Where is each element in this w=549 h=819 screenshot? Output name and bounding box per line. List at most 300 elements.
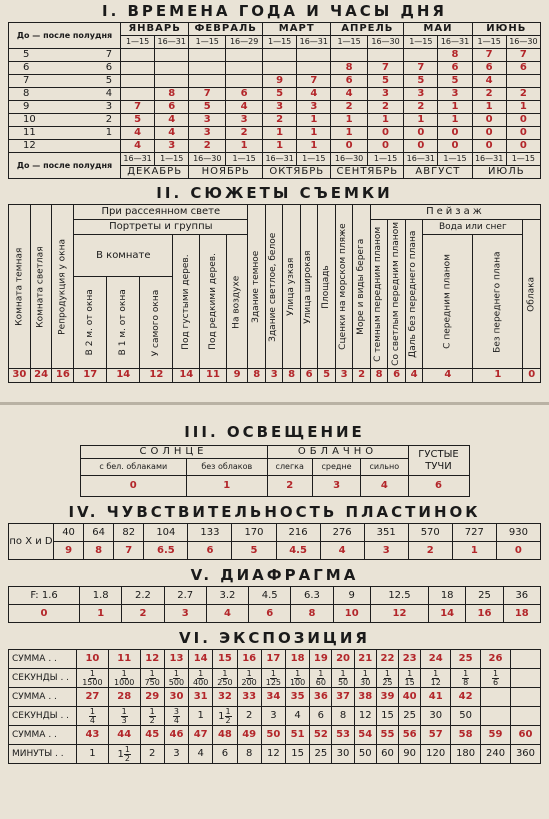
fraction: $\frac{1}{125}$: [265, 668, 282, 687]
value-cell: 6: [155, 101, 189, 114]
value-cell: [297, 49, 331, 62]
f-stop: 9: [333, 587, 370, 605]
sum-value: 18: [286, 650, 310, 669]
half-month: 1—15: [263, 36, 297, 49]
subject-value: 17: [74, 368, 107, 382]
lighting-table: [80, 445, 470, 497]
month-footer: ИЮЛЬ: [472, 166, 540, 179]
water-snow-header: Вода или снег: [423, 220, 523, 235]
sum-value: 49: [237, 726, 261, 745]
fraction: $\frac{1}{3}$: [121, 706, 127, 725]
sum-value: 26: [481, 650, 511, 669]
row-label: СЕКУНДЫ . .: [9, 669, 77, 688]
value-cell: 3: [438, 88, 472, 101]
subject-label: Без переднего плана: [473, 235, 523, 369]
header-row: [9, 23, 541, 36]
time-value: [399, 669, 421, 688]
value-cell: 2: [263, 114, 297, 127]
sum-value: 11: [108, 650, 140, 669]
sum-value: 54: [354, 726, 376, 745]
before-after-label: До — после полудня: [9, 23, 121, 49]
time-value: [481, 707, 511, 726]
value-cell: 6: [331, 75, 367, 88]
subject-value: 3: [265, 368, 282, 382]
sum-value: 15: [213, 650, 237, 669]
month-footer: НОЯБРЬ: [189, 166, 263, 179]
sensitivity-value: 216: [276, 524, 320, 542]
value-cell: 5: [438, 75, 472, 88]
subject-value: 8: [370, 368, 387, 382]
sum-value: 41: [421, 688, 451, 707]
subjects-table: [8, 204, 541, 383]
time-value: [108, 669, 140, 688]
sum-value: 59: [481, 726, 511, 745]
sum-value: [481, 688, 511, 707]
subject-label: Под редкими дерев.: [200, 235, 227, 369]
half-month: 1—15: [226, 153, 263, 166]
time-value: 50: [354, 745, 376, 764]
value-cell: [297, 62, 331, 75]
value-cell: [226, 75, 263, 88]
subject-value: 6: [388, 368, 405, 382]
sensitivity-number: 4.5: [276, 542, 320, 560]
value-cell: 1: [331, 127, 367, 140]
sum-value: 43: [77, 726, 109, 745]
sum-value: 35: [286, 688, 310, 707]
sensitivity-value: 104: [144, 524, 188, 542]
lighting-condition: без облаков: [187, 459, 267, 476]
aperture-number: 18: [503, 605, 540, 623]
fraction: $\frac{1}{250}$: [217, 668, 233, 687]
aperture-number: 1: [80, 605, 122, 623]
sum-value: 55: [376, 726, 398, 745]
sensitivity-value: 64: [84, 524, 114, 542]
fraction: $\frac{1}{8}$: [463, 668, 469, 687]
fraction: $\frac{1}{200}$: [241, 668, 257, 687]
section4-title: IV. ЧУВСТВИТЕЛЬНОСТЬ ПЛАСТИНОК: [68, 503, 481, 521]
fraction: 1 $\frac{1}{2}$: [218, 706, 231, 725]
value-cell: 0: [367, 140, 403, 153]
sensitivity-value: 930: [496, 524, 540, 542]
sum-value: 48: [213, 726, 237, 745]
sum-value: 17: [261, 650, 285, 669]
value-cell: 0: [367, 127, 403, 140]
subject-value: 14: [107, 368, 140, 382]
value-cell: 0: [472, 114, 506, 127]
subject-values-row: [9, 368, 541, 382]
time-value: [354, 669, 376, 688]
sensitivity-value: 82: [114, 524, 144, 542]
value-cell: 2: [472, 88, 506, 101]
sensitivity-number: 6: [188, 542, 232, 560]
time-value: 12: [354, 707, 376, 726]
hour-after: [98, 140, 121, 153]
value-cell: 3: [404, 88, 438, 101]
time-value: 4: [286, 707, 310, 726]
subject-label: С темным передним планом: [370, 220, 387, 369]
sum-value: 38: [354, 688, 376, 707]
fraction: $\frac{1}{50}$: [337, 668, 349, 687]
value-cell: 7: [404, 62, 438, 75]
hour-row: [9, 114, 541, 127]
value-cell: 3: [189, 127, 226, 140]
value-cell: 5: [404, 75, 438, 88]
time-value: 8: [237, 745, 261, 764]
half-month: 16—30: [331, 153, 367, 166]
half-month: 16—31: [263, 153, 297, 166]
subject-value: 8: [283, 368, 300, 382]
value-cell: 2: [331, 101, 367, 114]
half-month: 16—31: [438, 36, 472, 49]
hour-before: 8: [9, 88, 98, 101]
subject-label: Площадь: [318, 205, 335, 369]
value-cell: 3: [263, 101, 297, 114]
sum-value: 36: [310, 688, 332, 707]
sensitivity-number: 6.5: [144, 542, 188, 560]
f-stop: 3.2: [206, 587, 248, 605]
clouds-header: ОБЛАЧНО: [267, 446, 408, 459]
f-stop: 4.5: [249, 587, 291, 605]
fraction: $\frac{1}{500}$: [168, 668, 185, 687]
lighting-value: 4: [361, 476, 408, 497]
value-cell: 2: [226, 127, 263, 140]
row-label: СЕКУНДЫ . .: [9, 707, 77, 726]
aperture-number: 8: [291, 605, 333, 623]
value-cell: [155, 75, 189, 88]
sum-value: 56: [399, 726, 421, 745]
value-cell: 1: [226, 140, 263, 153]
value-cell: 1: [438, 101, 472, 114]
half-month: 16—30: [189, 153, 226, 166]
f-stop: 36: [503, 587, 540, 605]
sum-value: 22: [376, 650, 398, 669]
lighting-condition: средне: [312, 459, 360, 476]
hour-after: 4: [98, 88, 121, 101]
value-cell: 6: [226, 88, 263, 101]
row-label: СУММА . .: [9, 650, 77, 669]
half-month: 1—15: [404, 36, 438, 49]
sensitivity-value: 570: [408, 524, 452, 542]
value-cell: 6: [506, 62, 540, 75]
section5-title: V. ДИАФРАГМА: [190, 566, 359, 584]
half-month: 1—15: [189, 36, 226, 49]
hour-row: [9, 101, 541, 114]
lighting-header-row: [80, 446, 469, 459]
f-stop: 2.7: [164, 587, 206, 605]
value-cell: [121, 75, 155, 88]
time-value: [140, 669, 164, 688]
hour-row: [9, 75, 541, 88]
subject-label: На воздухе: [226, 235, 248, 369]
aperture-table: [8, 586, 541, 623]
value-cell: 7: [506, 49, 540, 62]
subject-label: Море и виды берега: [353, 205, 370, 369]
value-cell: [155, 62, 189, 75]
value-cell: [331, 49, 367, 62]
value-cell: 3: [367, 88, 403, 101]
f-stop: 12.5: [370, 587, 428, 605]
section6-title: VI. ЭКСПОЗИЦИЯ: [179, 629, 370, 647]
time-value: 120: [421, 745, 451, 764]
time-value: 12: [261, 745, 285, 764]
hour-row: [9, 49, 541, 62]
lighting-condition: слегка: [267, 459, 312, 476]
sum-value: 24: [421, 650, 451, 669]
sum-value: 23: [399, 650, 421, 669]
time-value: 25: [310, 745, 332, 764]
subject-value: 12: [140, 368, 173, 382]
subject-label: У самого окна: [140, 277, 173, 368]
half-month: 1—15: [331, 36, 367, 49]
value-cell: 7: [367, 62, 403, 75]
time-value: 3: [261, 707, 285, 726]
lighting-value: 1: [187, 476, 267, 497]
sensitivity-value: 351: [364, 524, 408, 542]
half-month: 16—31: [297, 36, 331, 49]
sensitivity-value: 40: [54, 524, 84, 542]
fraction: $\frac{1}{12}$: [430, 668, 441, 687]
value-cell: 1: [506, 101, 540, 114]
time-row: [9, 669, 541, 688]
sum-value: 10: [77, 650, 109, 669]
sum-value: 45: [140, 726, 164, 745]
value-cell: 2: [189, 140, 226, 153]
sum-value: [510, 650, 540, 669]
row-label: СУММА . .: [9, 726, 77, 745]
value-cell: 2: [367, 101, 403, 114]
aperture-number: 16: [466, 605, 503, 623]
month-header: ФЕВРАЛЬ: [189, 23, 263, 36]
value-cell: 4: [226, 101, 263, 114]
sensitivity-number: 9: [54, 542, 84, 560]
value-cell: 0: [438, 127, 472, 140]
value-cell: [506, 75, 540, 88]
time-value: 30: [332, 745, 354, 764]
sensitivity-number: 1: [452, 542, 496, 560]
half-month: 1—15: [297, 153, 331, 166]
section1-title: I. ВРЕМЕНА ГОДА И ЧАСЫ ДНЯ: [102, 2, 447, 20]
sum-value: 20: [332, 650, 354, 669]
value-cell: 7: [297, 75, 331, 88]
sensitivity-number: 0: [496, 542, 540, 560]
month-footer: ДЕКАБРЬ: [121, 166, 189, 179]
aperture-bottom-row: [9, 605, 541, 623]
half-month: 16—31: [472, 153, 506, 166]
time-value: [261, 669, 285, 688]
time-value: [164, 669, 188, 688]
hour-after: 7: [98, 49, 121, 62]
sensitivity-table: [8, 523, 541, 560]
landscape-header: Пейзаж: [370, 205, 540, 220]
fraction: $\frac{1}{6}$: [492, 668, 499, 687]
exposure-table: [8, 649, 541, 764]
time-value: 2: [140, 745, 164, 764]
time-value: [108, 707, 140, 726]
time-value: [213, 707, 237, 726]
value-cell: 0: [404, 140, 438, 153]
sensitivity-bottom-row: [9, 542, 541, 560]
hour-before: 9: [9, 101, 98, 114]
hour-after: 1: [98, 127, 121, 140]
sum-value: 46: [164, 726, 188, 745]
sensitivity-number: 7: [114, 542, 144, 560]
sum-value: 27: [77, 688, 109, 707]
aperture-number: 4: [206, 605, 248, 623]
portraits-header: Портреты и группы: [74, 220, 248, 235]
time-value: [140, 707, 164, 726]
month-header: МАЙ: [404, 23, 472, 36]
value-cell: [263, 49, 297, 62]
in-room-header: В комнате: [74, 235, 173, 277]
time-value: [189, 669, 213, 688]
sum-value: 53: [332, 726, 354, 745]
subject-label: Улица узкая: [283, 205, 300, 369]
hour-before: 7: [9, 75, 98, 88]
section3-title: III. ОСВЕЩЕНИЕ: [184, 423, 365, 441]
sum-value: 21: [354, 650, 376, 669]
sum-value: 30: [164, 688, 188, 707]
sensitivity-number: 4: [320, 542, 364, 560]
time-value: [77, 669, 109, 688]
value-cell: 1: [297, 140, 331, 153]
value-cell: 5: [121, 114, 155, 127]
aperture-number: 6: [249, 605, 291, 623]
lighting-values-row: [80, 476, 469, 497]
sum-value: 58: [451, 726, 481, 745]
subject-value: 1: [473, 368, 523, 382]
hour-before: 10: [9, 114, 98, 127]
value-cell: [226, 49, 263, 62]
sensitivity-number: 5: [232, 542, 276, 560]
thick-clouds-header: ГУСТЫЕ ТУЧИ: [408, 446, 469, 476]
time-value: [286, 669, 310, 688]
value-cell: 1: [297, 114, 331, 127]
sensitivity-value: 276: [320, 524, 364, 542]
time-value: 1: [189, 707, 213, 726]
lighting-condition: сильно: [361, 459, 408, 476]
month-header: ИЮНЬ: [472, 23, 540, 36]
subject-value: 24: [30, 368, 52, 382]
half-month: 16—29: [226, 36, 263, 49]
subject-value: 9: [226, 368, 248, 382]
before-after-label: До — после полудня: [9, 153, 121, 179]
value-cell: 6: [438, 62, 472, 75]
fraction: $\frac{1}{4}$: [89, 706, 95, 725]
value-cell: [189, 75, 226, 88]
subject-value: 4: [405, 368, 422, 382]
value-cell: 1: [263, 127, 297, 140]
sum-value: 51: [286, 726, 310, 745]
sum-value: 40: [399, 688, 421, 707]
sum-value: 37: [332, 688, 354, 707]
f-stop: 2.2: [122, 587, 164, 605]
subject-label: В 1 м. от окна: [107, 277, 140, 368]
hour-after: 3: [98, 101, 121, 114]
hour-before: 6: [9, 62, 98, 75]
value-cell: 3: [155, 140, 189, 153]
subject-value: 16: [52, 368, 74, 382]
row-label: МИНУТЫ . .: [9, 745, 77, 764]
time-value: 2: [237, 707, 261, 726]
hour-row: [9, 88, 541, 101]
sum-value: 28: [108, 688, 140, 707]
sum-value: 57: [421, 726, 451, 745]
hour-after: 6: [98, 62, 121, 75]
aperture-number: 3: [164, 605, 206, 623]
value-cell: 4: [155, 114, 189, 127]
value-cell: 1: [331, 114, 367, 127]
hour-after: 2: [98, 114, 121, 127]
value-cell: 5: [189, 101, 226, 114]
time-value: [481, 669, 511, 688]
value-cell: 3: [189, 114, 226, 127]
sum-value: 34: [261, 688, 285, 707]
time-value: 180: [451, 745, 481, 764]
fraction: $\frac{1}{1000}$: [114, 668, 135, 687]
month-header: ЯНВАРЬ: [121, 23, 189, 36]
half-month: 16—31: [121, 153, 155, 166]
section2-title: II. СЮЖЕТЫ СЪЕМКИ: [156, 184, 393, 202]
value-cell: 4: [155, 127, 189, 140]
value-cell: 7: [189, 88, 226, 101]
time-value: [310, 669, 332, 688]
aperture-number: 10: [333, 605, 370, 623]
subject-value: 8: [248, 368, 265, 382]
subject-value: 2: [353, 368, 370, 382]
fraction: $\frac{1}{1500}$: [82, 668, 103, 687]
sum-value: 14: [189, 650, 213, 669]
subject-label: Сценки на морском пляже: [335, 205, 352, 369]
month-footer: СЕНТЯБРЬ: [331, 166, 404, 179]
sensitivity-value: 133: [188, 524, 232, 542]
sensitivity-number: 2: [408, 542, 452, 560]
fraction: 1 $\frac{1}{2}$: [117, 744, 130, 763]
value-cell: [121, 62, 155, 75]
sum-value: [510, 688, 540, 707]
time-value: 60: [376, 745, 398, 764]
aperture-number: 14: [429, 605, 466, 623]
hour-row: [9, 140, 541, 153]
sum-value: 42: [451, 688, 481, 707]
sum-value: 19: [310, 650, 332, 669]
value-cell: 1: [438, 114, 472, 127]
time-row: [9, 707, 541, 726]
sum-row: [9, 688, 541, 707]
half-month: 16—30: [506, 36, 540, 49]
month-footer: ОКТЯБРЬ: [263, 166, 331, 179]
value-cell: 1: [367, 114, 403, 127]
sum-value: 39: [376, 688, 398, 707]
fraction: $\frac{1}{400}$: [193, 668, 209, 687]
subject-label: Комната темная: [9, 205, 31, 369]
footer-row: [9, 153, 541, 166]
value-cell: 9: [263, 75, 297, 88]
subject-label: Под густыми дерев.: [173, 235, 200, 369]
value-cell: 8: [155, 88, 189, 101]
subject-label: Репродукция у окна: [52, 205, 74, 369]
fraction: $\frac{1}{25}$: [382, 668, 393, 687]
f-stop: 1.8: [80, 587, 122, 605]
aperture-number: 2: [122, 605, 164, 623]
value-cell: 1: [297, 127, 331, 140]
scale-label: по Х и D: [9, 524, 54, 560]
sum-value: 13: [164, 650, 188, 669]
value-cell: [189, 49, 226, 62]
value-cell: 8: [331, 62, 367, 75]
value-cell: 0: [404, 127, 438, 140]
aperture-number: 12: [370, 605, 428, 623]
value-cell: 0: [438, 140, 472, 153]
